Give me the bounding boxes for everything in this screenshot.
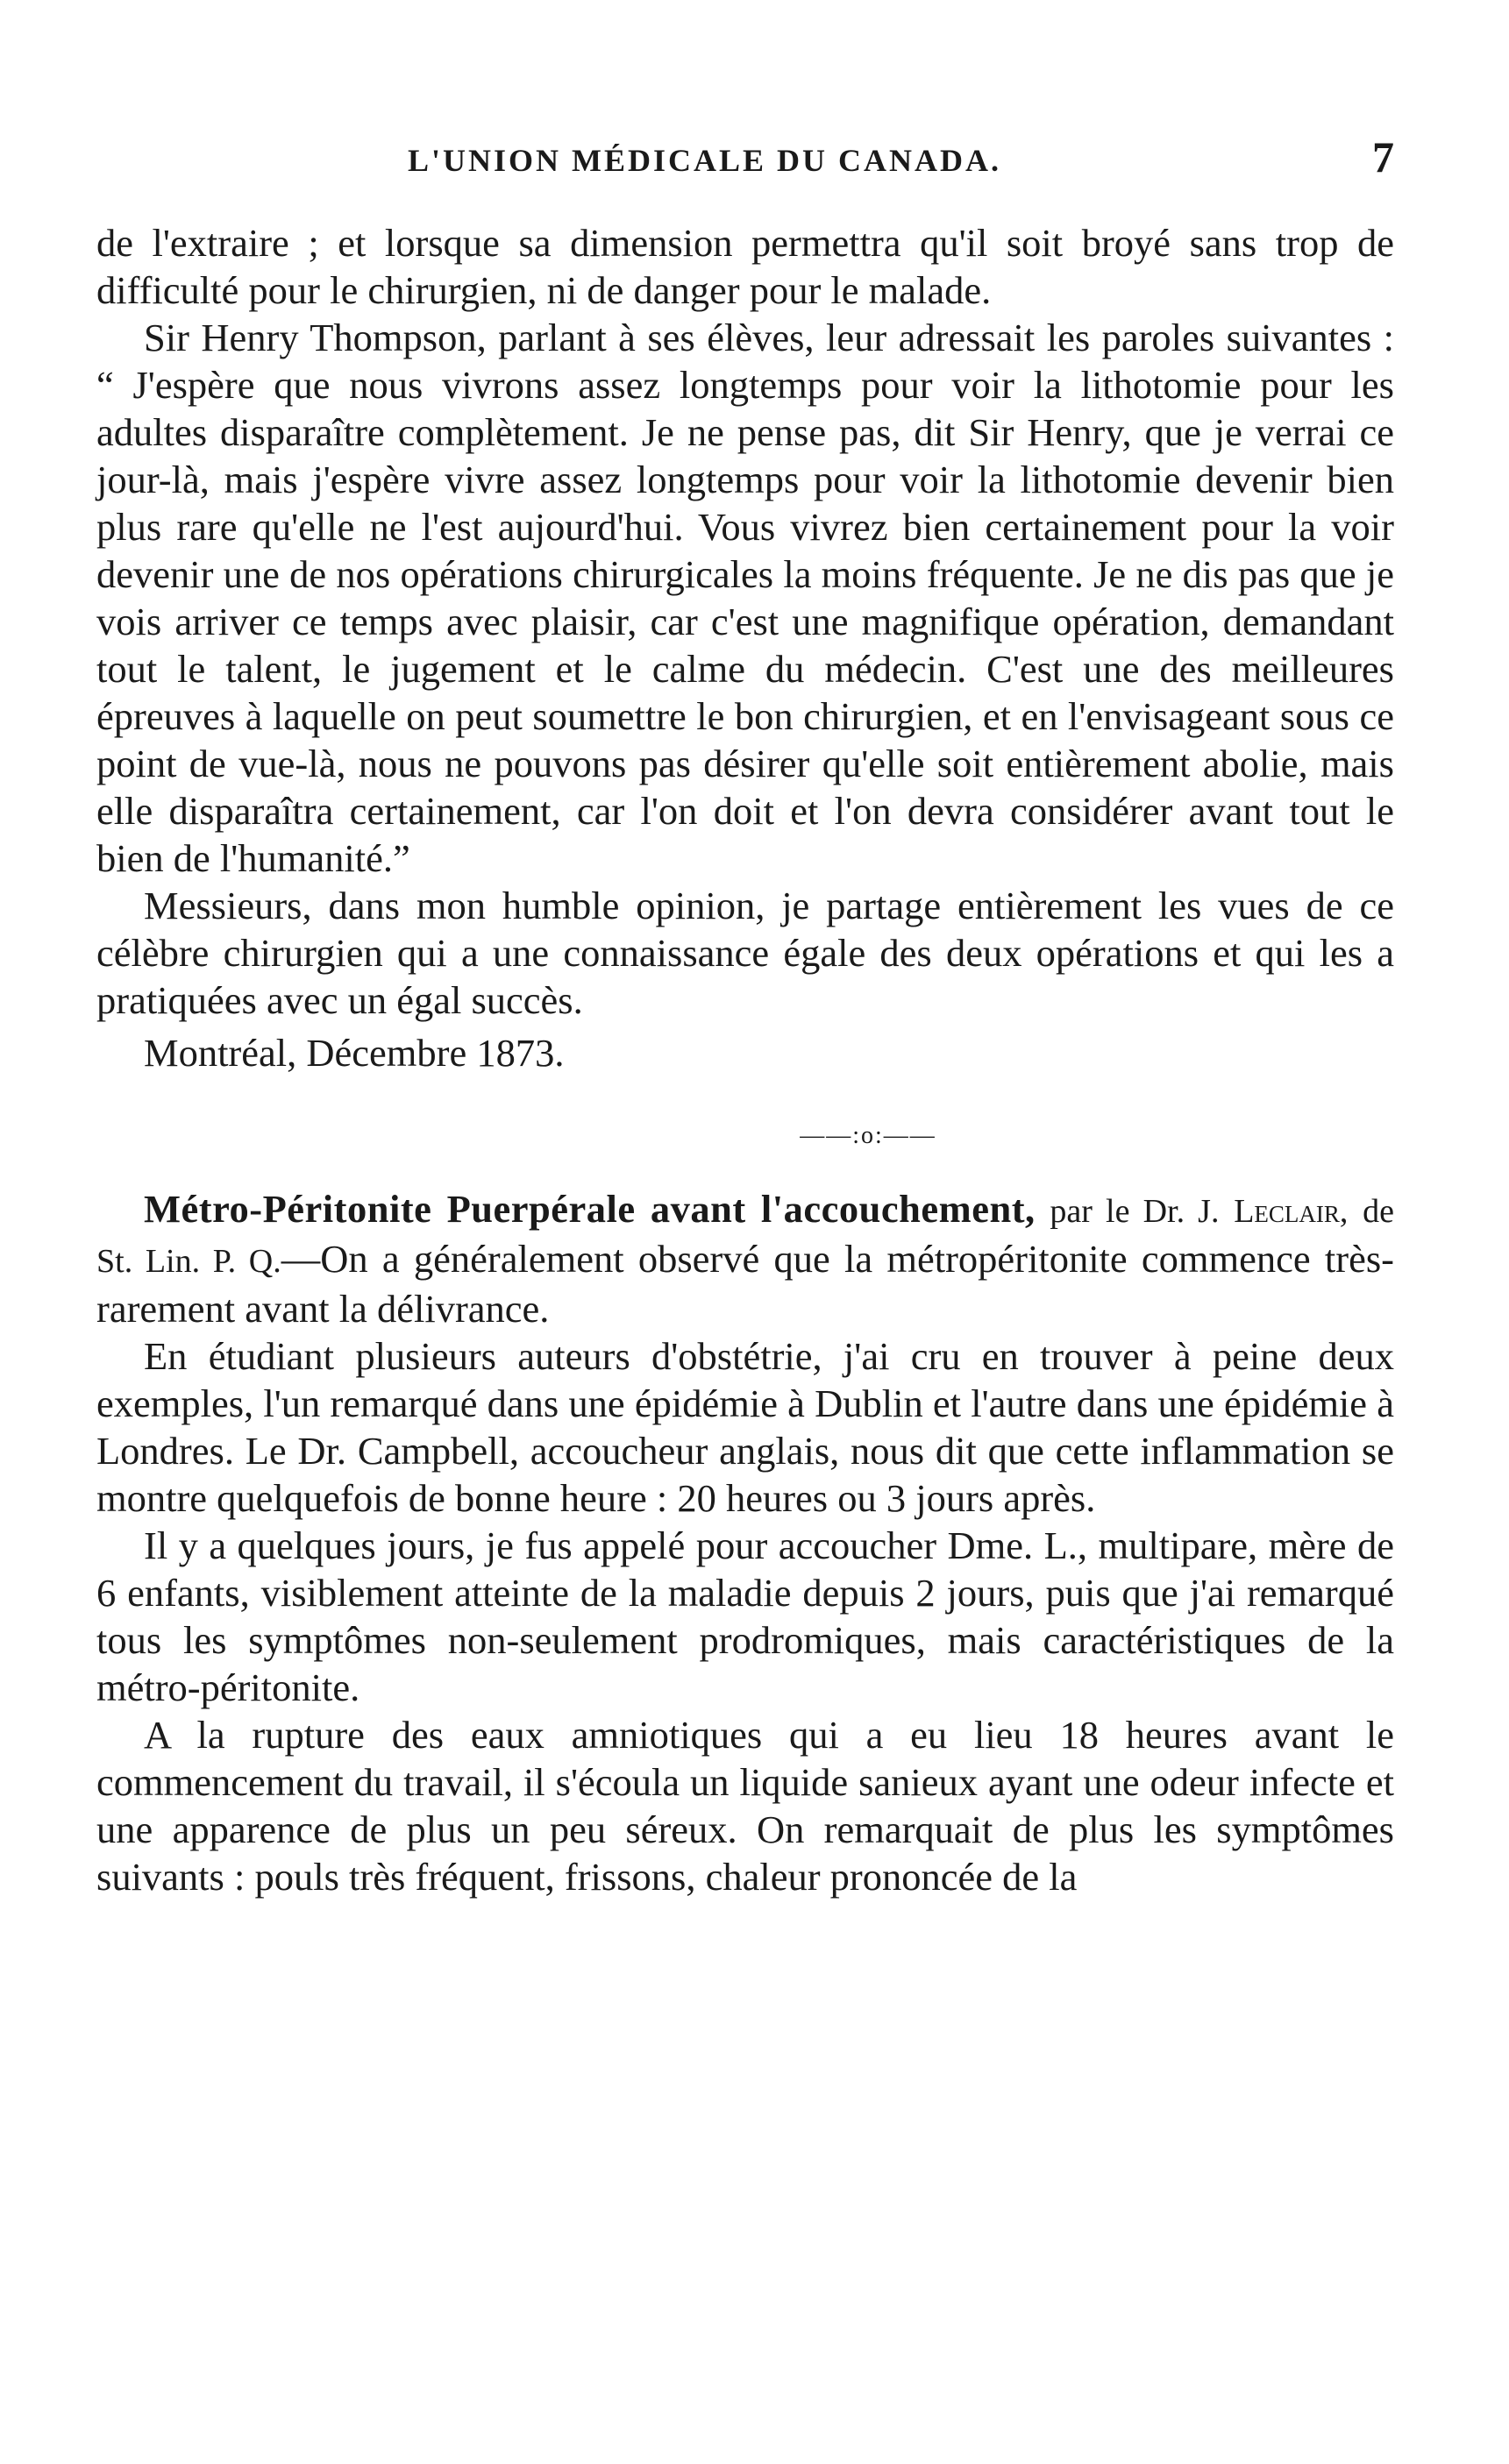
paragraph-thompson-quote: Sir Henry Thompson, parlant à ses élèves, leur adressait les paroles suivantes : “ J'espère que nous vivrons assez longtemps pour voir la lithotomie pour les adultes disparaître complètement. Je ne pense pas, dit Sir Henry, que je verrai ce jour-là, mais j'espère vivre assez longtemps pour voir la lithotomie devenir bien plus rare qu'elle ne l'est aujourd'hui. Vous vivrez bien certainement pour la voir devenir une de nos opérations chirurgicales la moins fréquente. Je ne dis pas que je vois arriver ce temps avec plaisir, car c'est une magnifique opération, demandant tout le talent, le jugement et le calme du médecin. C'est une des meilleures épreuves à laquelle on peut soumettre le bon chirurgien, et en l'envisageant sous ce point de vue-là, nous ne pouvons pas désirer qu'elle soit entièrement abolie, mais elle disparaîtra certainement, car l'on doit et l'on devra considérer avant tout le bien de l'humanité.” [96,316,1394,880]
article-author: Leclair, [1234,1193,1349,1230]
article-title: Métro-Péritonite Puerpérale avant l'accouchement, [144,1187,1036,1231]
page-header [96,131,1394,184]
article-paragraph-symptoms: A la rupture des eaux amniotiques qui a eu lieu 18 heures avant le commencement du travail, il s'écoula un liquide sanieux ayant une odeur infecte et une apparence de plus un peu séreux. On remarquait de plus les symptômes suivants : pouls très fréquent, frissons, chaleur prononcée de la [96,1713,1394,1899]
article-paragraph-case: Il y a quelques jours, je fus appelé pour accoucher Dme. L., multipare, mère de 6 enfants, visiblement atteinte de la maladie depuis 2 jours, puis que j'ai remarqué tous les symptômes non-seulement prodromiques, mais caractéristiques de la métro-péritonite. [96,1523,1394,1709]
byline-suffix: de St. Lin. P. Q. [96,1193,1395,1280]
section-divider: ——:o:—— [800,1122,936,1149]
paragraph-opinion: Messieurs, dans mon humble opinion, je partage entièrement les vues de ce célèbre chirurgien qui a une connaissance égale des deux opérations et qui les a pratiquées avec un égal succès. [96,884,1394,1022]
byline-prefix: par le Dr. J. [1050,1193,1220,1230]
article-lead-paragraph [96,1185,1394,1332]
article-lead-text: —On a généralement observé que la métropéritonite commence très-rarement avant la délivrance. [96,1237,1394,1331]
article-paragraph-authors: En étudiant plusieurs auteurs d'obstétrie, j'ai cru en trouver à peine deux exemples, l'un remarqué dans une épidémie à Dublin et l'autre dans une épidémie à Londres. Le Dr. Campbell, accoucheur anglais, nous dit que cette inflammation se montre quelquefois de bonne heure : 20 heures ou 3 jours après. [96,1334,1394,1520]
page-number: 7 [1372,132,1394,181]
paragraph-continuation: de l'extraire ; et lorsque sa dimension permettra qu'il soit broyé sans trop de difficulté pour le chirurgien, ni de danger pour le malade. [96,221,1394,312]
running-title: L'UNION MÉDICALE DU CANADA. [408,143,1002,178]
page [96,131,1394,1900]
signoff-place-date: Montréal, Décembre 1873. [144,1031,565,1075]
